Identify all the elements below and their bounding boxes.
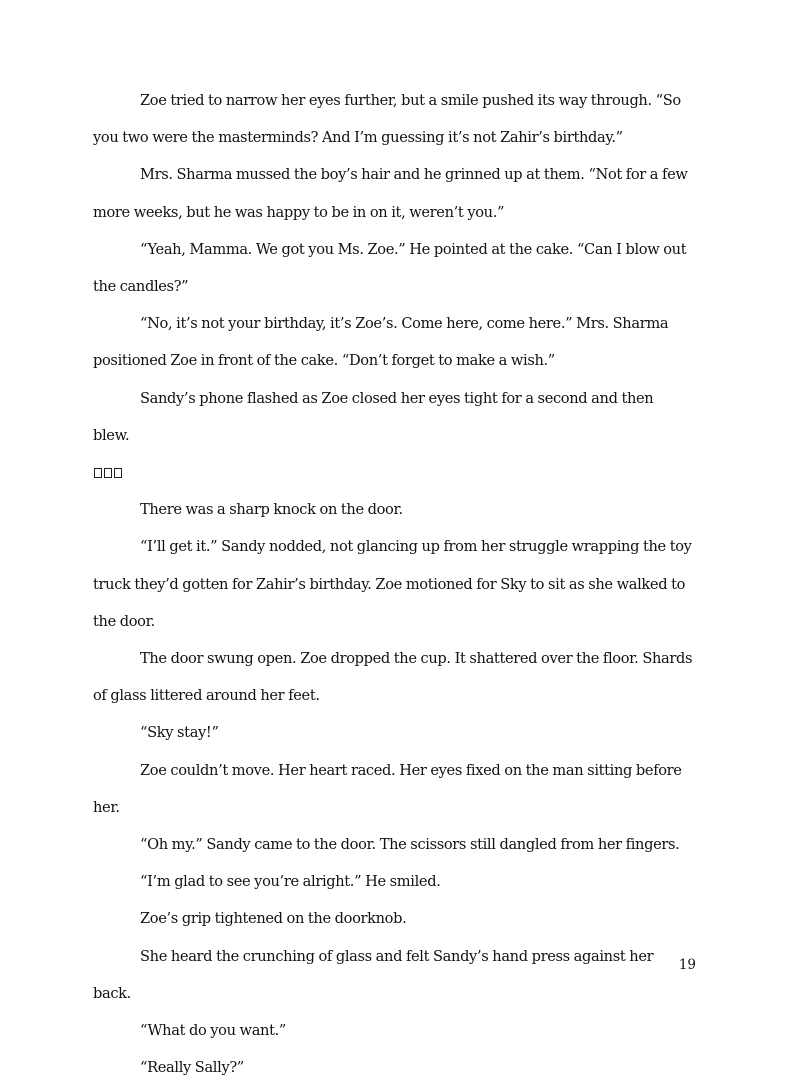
scene-break xyxy=(93,454,693,491)
paragraph: Zoe tried to narrow her eyes further, but a smile pushed its way through. “So you two were the masterminds? And I’m guessing it’s not Zahir’s birthday.” xyxy=(93,92,681,147)
paragraph: Mrs. Sharma mussed the boy’s hair and he grinned up at them. “Not for a few more weeks, but he was happy to be in on it, weren’t you.” xyxy=(93,166,688,221)
body-text xyxy=(93,82,693,1086)
paragraph: “I’m glad to see you’re alright.” He smiled. xyxy=(140,873,441,891)
missing-glyph-box-icon xyxy=(104,468,112,478)
paragraph: Sandy’s phone flashed as Zoe closed her eyes tight for a second and then blew. xyxy=(93,389,654,444)
paragraph: Zoe’s grip tightened on the doorknob. xyxy=(140,910,407,928)
paragraph: “No, it’s not your birthday, it’s Zoe’s. Come here, come here.” Mrs. Sharma positioned Zoe in front of the cake. “Don’t forget to make a wish.” xyxy=(93,315,669,370)
paragraph: “Sky stay!” xyxy=(140,724,219,742)
paragraph: “Oh my.” Sandy came to the door. The scissors still dangled from her fingers. xyxy=(140,836,680,854)
paragraph: “I’ll get it.” Sandy nodded, not glancing up from her struggle wrapping the toy truck they’d gotten for Zahir’s birthday. Zoe motioned for Sky to sit as she walked to the door. xyxy=(93,538,692,630)
paragraph: “Really Sally?” xyxy=(140,1059,244,1077)
paragraph: “What do you want.” xyxy=(140,1022,287,1040)
missing-glyph-box-icon xyxy=(114,468,122,478)
paragraph: “Yeah, Mamma. We got you Ms. Zoe.” He pointed at the cake. “Can I blow out the candles?” xyxy=(93,240,687,296)
paragraph: There was a sharp knock on the door. xyxy=(140,501,403,519)
paragraph: The door swung open. Zoe dropped the cup. It shattered over the floor. Shards of glass littered around her feet. xyxy=(93,650,693,705)
page-number: 19 xyxy=(678,957,696,973)
paragraph: She heard the crunching of glass and felt Sandy’s hand press against her back. xyxy=(93,947,654,1002)
missing-glyph-box-icon xyxy=(94,468,102,478)
paragraph: Zoe couldn’t move. Her heart raced. Her eyes fixed on the man sitting before her. xyxy=(93,761,682,816)
